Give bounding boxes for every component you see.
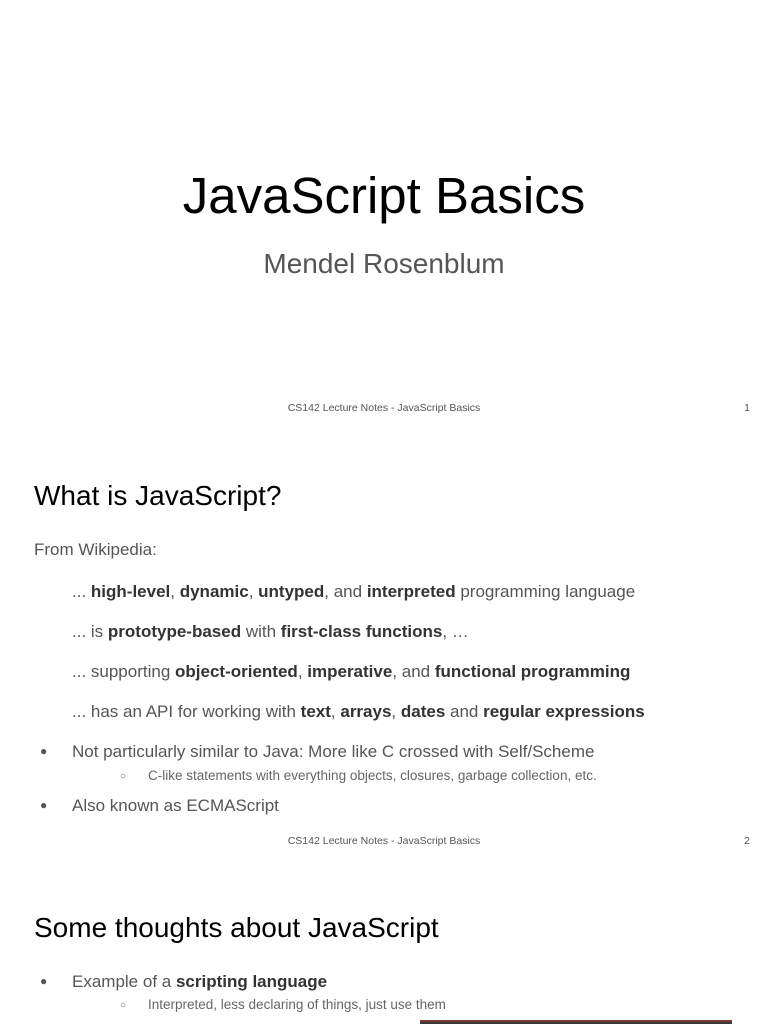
bullet-icon: ● — [40, 798, 48, 812]
quote-bold: first-class functions — [280, 622, 443, 641]
quote-bold: untyped — [258, 582, 325, 601]
quote-bold: object-oriented — [175, 662, 298, 681]
quote-bold: prototype-based — [107, 622, 242, 641]
bullet-icon: ● — [40, 974, 48, 988]
slide-image — [420, 1020, 732, 1024]
bullet-text: Not particularly similar to Java: More like C crossed with Self/Scheme — [72, 742, 595, 761]
quote-text: , — [170, 582, 180, 601]
slide-title: What is JavaScript? — [34, 480, 282, 511]
quote-text: , … — [442, 622, 469, 641]
sub-bullet-icon: ○ — [120, 771, 127, 782]
bullet-item — [40, 972, 327, 992]
slide-title: Some thoughts about JavaScript — [34, 912, 439, 943]
quote-bold: regular expressions — [483, 702, 645, 721]
quote-bold: functional programming — [434, 662, 631, 681]
sub-bullet-text: Interpreted, less declaring of things, just use them — [148, 997, 446, 1012]
page-number: 1 — [744, 402, 750, 414]
quote-text: , — [248, 582, 259, 601]
bullet-text: Also known as ECMAScript — [72, 796, 279, 815]
bullet-item — [40, 742, 594, 762]
quote-text: , — [297, 662, 308, 681]
quote-text: , — [330, 702, 341, 721]
sub-bullet-text: C-like statements with everything objects, closures, garbage collection, etc. — [148, 768, 597, 783]
quote-bold: high-level — [90, 582, 171, 601]
quote-line-3 — [72, 662, 630, 682]
bullet-text: Example of a — [72, 972, 176, 991]
quote-bold: dynamic — [179, 582, 249, 601]
quote-text: , and — [324, 582, 367, 601]
slide-2 — [0, 433, 768, 866]
author-name: Mendel Rosenblum — [263, 248, 505, 279]
slide-footer: CS142 Lecture Notes - JavaScript Basics — [287, 835, 481, 847]
quote-line-4 — [72, 702, 645, 722]
sub-bullet-item — [120, 997, 446, 1012]
quote-text: with — [241, 622, 281, 641]
slide-title: JavaScript Basics — [182, 167, 586, 224]
slide-1 — [0, 0, 768, 433]
sub-bullet-item — [120, 768, 597, 783]
quote-bold: interpreted — [366, 582, 456, 601]
lead-text: From Wikipedia: — [34, 540, 157, 559]
quote-text: ... — [72, 582, 91, 601]
quote-text: and — [445, 702, 484, 721]
quote-bold: arrays — [340, 702, 392, 721]
quote-bold: dates — [400, 702, 446, 721]
quote-line-2 — [72, 622, 469, 642]
bullet-icon: ● — [40, 744, 48, 758]
bullet-bold: scripting language — [175, 972, 328, 991]
quote-text: ... is — [72, 622, 108, 641]
quote-text: , and — [392, 662, 435, 681]
sub-bullet-icon: ○ — [120, 1000, 127, 1011]
quote-bold: imperative — [307, 662, 393, 681]
page-number: 2 — [744, 835, 750, 847]
slide-3 — [0, 866, 768, 1024]
quote-text: , — [391, 702, 401, 721]
bullet-item — [40, 796, 279, 816]
slide-footer: CS142 Lecture Notes - JavaScript Basics — [287, 402, 481, 414]
quote-text: ... has an API for working with — [72, 702, 301, 721]
quote-text: ... supporting — [72, 662, 176, 681]
quote-text: programming language — [455, 582, 636, 601]
quote-bold: text — [300, 702, 331, 721]
quote-line-1 — [72, 582, 635, 602]
